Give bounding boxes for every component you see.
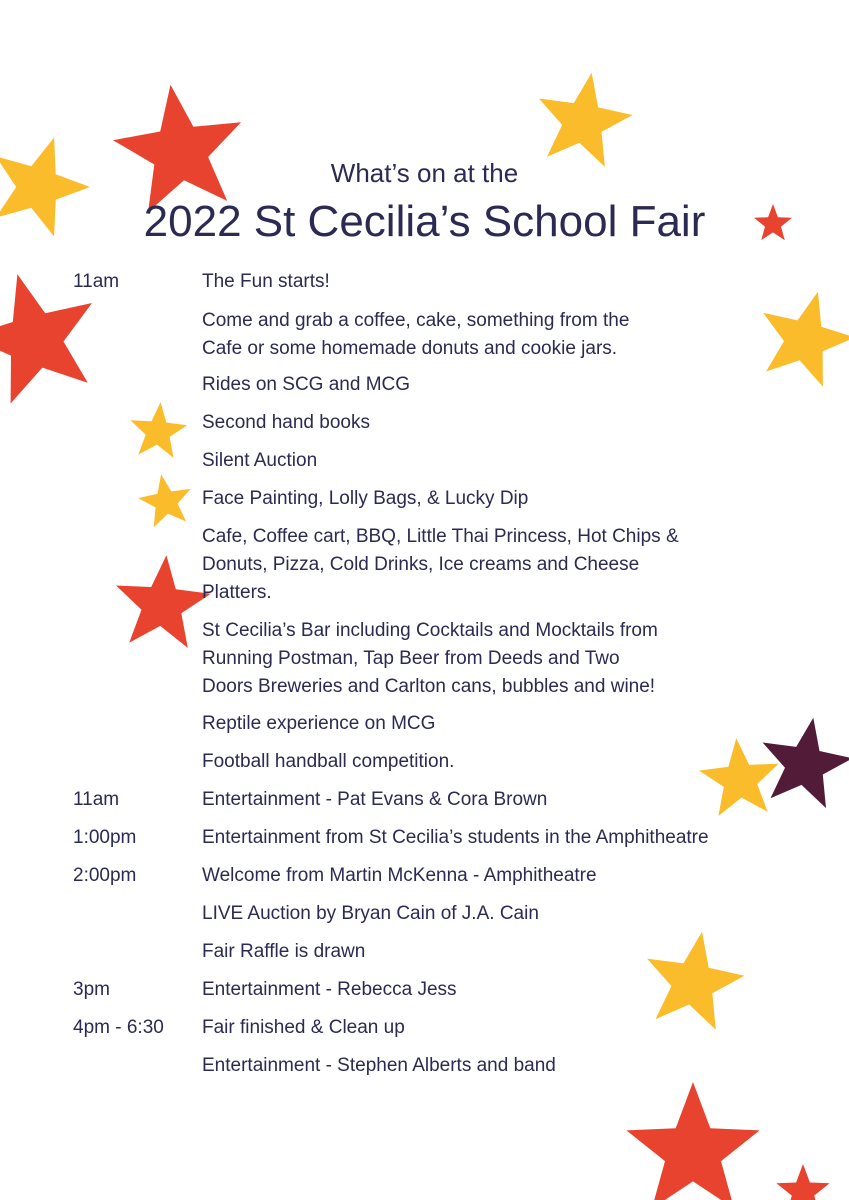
star-icon xyxy=(113,85,241,212)
schedule-item: Rides on SCG and MCG xyxy=(202,374,411,395)
page-title: 2022 St Cecilia’s School Fair xyxy=(143,197,706,246)
schedule-item: St Cecilia’s Bar including Cocktails and Mocktails from Running Postman, Tap Beer from Deeds and Two Doors Breweries and Carlton cans, bubbles and wine! xyxy=(202,620,658,697)
star-icon xyxy=(763,718,849,808)
schedule-item: Entertainment - Rebecca Jess xyxy=(202,979,457,1000)
page-subtitle: What’s on at the xyxy=(330,158,519,188)
schedule-item: The Fun starts! xyxy=(202,271,330,292)
star-icon xyxy=(138,474,190,527)
star-icon xyxy=(116,555,211,648)
schedule-item: Welcome from Martin McKenna - Amphitheatre xyxy=(202,865,597,886)
star-icon xyxy=(130,402,187,458)
star-icon xyxy=(626,1082,759,1200)
schedule-time: 11am xyxy=(73,271,120,292)
schedule-item: LIVE Auction by Bryan Cain of J.A. Cain xyxy=(202,903,539,924)
schedule-time: 3pm xyxy=(73,979,110,1000)
schedule-item: Fair Raffle is drawn xyxy=(202,941,366,962)
schedule-time: 1:00pm xyxy=(73,827,137,848)
star-icon xyxy=(763,292,849,387)
schedule-item: Come and grab a coffee, cake, something from the Cafe or some homemade donuts and cookie jars. xyxy=(202,310,630,359)
schedule-item: Entertainment - Stephen Alberts and band xyxy=(202,1055,556,1076)
schedule-item: Fair finished & Clean up xyxy=(202,1017,405,1038)
schedule-item: Entertainment from St Cecilia’s students in the Amphitheatre xyxy=(202,827,709,848)
star-icon xyxy=(776,1164,829,1200)
schedule-time: 2:00pm xyxy=(73,865,137,886)
schedule-time: 11am xyxy=(73,789,120,810)
schedule-item: Face Painting, Lolly Bags, & Lucky Dip xyxy=(202,488,529,509)
schedule-item: Second hand books xyxy=(202,412,370,433)
schedule-item: Silent Auction xyxy=(202,450,318,471)
schedule-item: Cafe, Coffee cart, BBQ, Little Thai Princess, Hot Chips & Donuts, Pizza, Cold Drinks, Ice creams and Cheese Platters. xyxy=(202,526,679,603)
schedule-item: Entertainment - Pat Evans & Cora Brown xyxy=(202,789,548,810)
star-icon xyxy=(539,73,633,167)
schedule-time: 4pm - 6:30 xyxy=(73,1017,164,1038)
schedule-item: Reptile experience on MCG xyxy=(202,713,436,734)
schedule-item: Football handball competition. xyxy=(202,751,455,772)
